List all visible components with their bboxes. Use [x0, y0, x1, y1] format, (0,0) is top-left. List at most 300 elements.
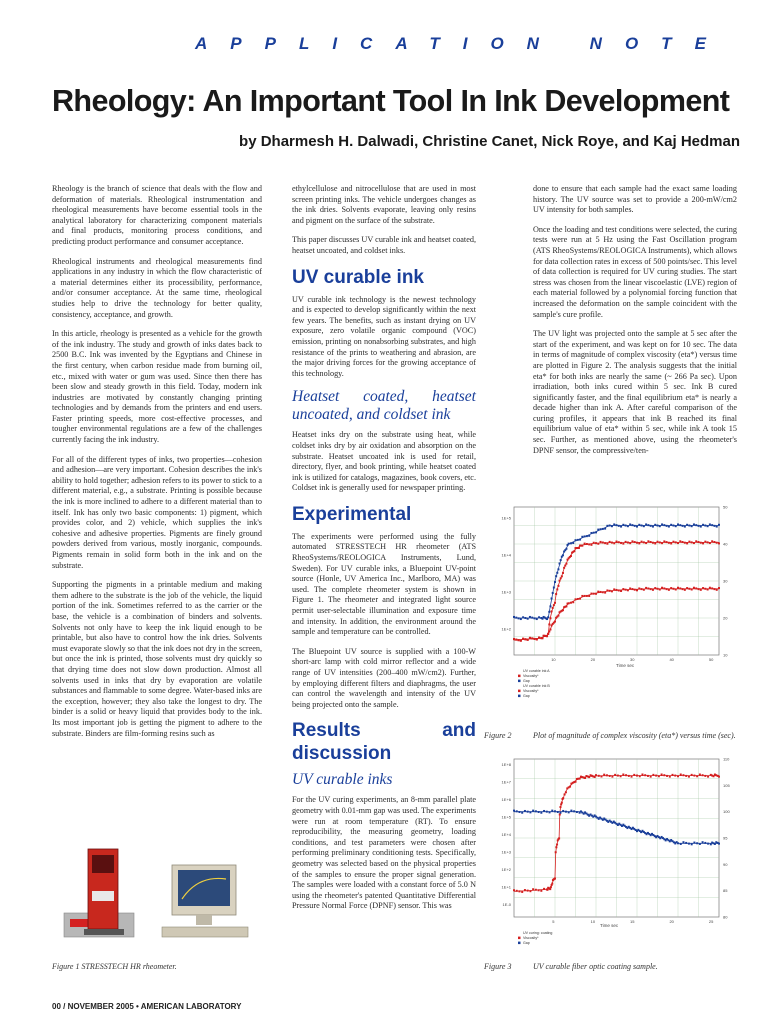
data-point: [636, 542, 638, 544]
data-point: [691, 588, 693, 590]
data-point: [685, 775, 687, 777]
data-point: [659, 588, 661, 590]
data-point: [679, 524, 681, 526]
x-tick-label: 40: [669, 657, 674, 662]
data-point: [538, 811, 540, 813]
data-point: [568, 543, 570, 545]
data-point: [668, 589, 670, 591]
data-point: [666, 588, 668, 590]
data-point: [704, 541, 706, 543]
data-point: [714, 843, 716, 845]
data-point: [551, 810, 553, 812]
data-point: [699, 843, 701, 845]
legend-entry: Viscosity*: [523, 936, 539, 940]
data-point: [695, 524, 697, 526]
paragraph: The experiments were performed using the fully automated STRESSTECH HR rheometer (ATS RheoSystems/REOLOGICA Instruments, Lund, Sweden). For UV curable inks, a Bluepoint UV-point source (Honle, UV America Inc., Marlboro, MA) was used. The complete rheometer system is shown in Figure 1. The rheometer and integrated light source permit user-selectable illumination and exposure time and intensity. In addition, the environment around the sample and temperature can be controlled.: [292, 531, 476, 637]
data-point: [704, 842, 706, 844]
data-point: [590, 593, 592, 595]
data-point: [541, 618, 543, 620]
data-point: [702, 524, 704, 526]
data-point: [682, 588, 684, 590]
data-point: [579, 778, 581, 780]
data-point: [559, 806, 561, 808]
data-point: [693, 542, 695, 544]
data-point: [575, 781, 577, 783]
data-point: [540, 812, 542, 814]
x-axis-label: Time sec: [600, 923, 619, 928]
subsection-heading-uv-curable-inks: UV curable inks: [292, 771, 393, 789]
data-point: [564, 565, 566, 567]
data-point: [625, 589, 627, 591]
data-point: [711, 540, 713, 542]
data-point: [565, 548, 567, 550]
data-point: [576, 811, 578, 813]
y2-tick-label: 80: [723, 914, 728, 920]
data-point: [631, 588, 633, 590]
data-point: [713, 541, 715, 543]
data-point: [659, 525, 661, 527]
data-point: [606, 543, 608, 545]
data-point: [663, 540, 665, 542]
data-point: [581, 545, 583, 547]
data-point: [654, 587, 656, 589]
data-point: [668, 542, 670, 544]
data-point: [609, 775, 611, 777]
data-point: [647, 540, 649, 542]
data-point: [572, 542, 574, 544]
data-point: [559, 814, 561, 816]
y-tick-label: 1E+4: [501, 552, 511, 558]
data-point: [554, 810, 556, 812]
data-point: [524, 638, 526, 640]
y-tick-label: 1E+7: [501, 779, 511, 785]
data-point: [600, 528, 602, 530]
data-point: [625, 774, 627, 776]
y-tick-label: 1E+5: [501, 515, 511, 521]
data-point: [693, 842, 695, 844]
y-tick-label: 1E+3: [501, 589, 511, 595]
data-point: [518, 811, 520, 813]
data-point: [555, 851, 557, 853]
y-tick-label: 1E+3: [501, 849, 511, 855]
data-point: [693, 587, 695, 589]
data-point: [556, 588, 558, 590]
legend-swatch: [518, 942, 521, 945]
data-point: [577, 598, 579, 600]
data-point: [633, 774, 635, 776]
data-point: [641, 588, 643, 590]
data-point: [562, 554, 564, 556]
data-point: [636, 526, 638, 528]
data-point: [658, 775, 660, 777]
data-point: [551, 883, 553, 885]
data-point: [677, 587, 679, 589]
y-tick-label: 1E+1: [501, 884, 511, 890]
paragraph: Heatset inks dry on the substrate using heat, while coldset inks dry by air oxidation and absorption on the substrate. Heatset uncoated ink is used for retail, directory, flyer, and book printing, while heatset coated ink is utilized for catalogs, magazines, book covers, etc. Coldset ink is generally used for newspaper printing.: [292, 430, 476, 493]
figure-3-caption: UV curable fiber optic coating sample.: [533, 962, 658, 971]
data-point: [568, 602, 570, 604]
data-point: [707, 541, 709, 543]
y2-tick-label: 85: [723, 888, 728, 894]
y-tick-label: 1E+5: [501, 814, 511, 820]
data-point: [691, 774, 693, 776]
data-point: [654, 542, 656, 544]
data-point: [536, 618, 538, 620]
data-point: [702, 542, 704, 544]
data-point: [521, 891, 523, 893]
data-point: [559, 563, 561, 565]
data-point: [604, 528, 606, 530]
data-point: [641, 541, 643, 543]
data-point: [555, 575, 557, 577]
data-point: [550, 886, 552, 888]
data-point: [716, 542, 718, 544]
data-point: [595, 542, 597, 544]
data-point: [529, 811, 531, 813]
figure-1-caption: Figure 1 STRESSTECH HR rheometer.: [52, 962, 177, 971]
data-point: [606, 589, 608, 591]
x-tick-label: 10: [590, 919, 596, 924]
data-point: [572, 601, 574, 603]
data-point: [622, 588, 624, 590]
data-point: [600, 591, 602, 593]
data-point: [666, 525, 668, 527]
data-point: [688, 588, 690, 590]
data-point: [718, 542, 720, 544]
data-point: [555, 593, 557, 595]
data-point: [600, 541, 602, 543]
data-point: [616, 524, 618, 526]
data-point: [593, 532, 595, 534]
figure-3-label: Figure 3: [484, 962, 512, 971]
figure-3-chart: [484, 757, 744, 957]
data-point: [695, 540, 697, 542]
x-tick-label: 50: [708, 657, 714, 662]
data-point: [588, 543, 590, 545]
data-point: [535, 889, 537, 891]
data-point: [536, 638, 538, 640]
paragraph: For all of the different types of inks, two properties—cohesion and adhesion—are very important. Cohesion describes the ink's ability to hold together; adhesion refers to its power to stick to a different material, e.g., a substrate. Printing is possible because the ink is more inclined to adhere to a different material than to itself. Ink has only two basic components: 1) pigment, which provides color, and 2) vehicle, which supplies the ink's cohesive and adhesive properties. Pigments are finely ground powders derived from various, mostly inorganic, compounds. Pigments remain in solid form both in the ink and on the substrate.: [52, 454, 262, 570]
legend-entry: UV curable ink A: [523, 669, 550, 673]
data-point: [564, 793, 566, 795]
y-tick-label: 1E+2: [501, 867, 511, 873]
data-point: [666, 541, 668, 543]
data-point: [549, 888, 551, 890]
data-point: [554, 602, 556, 604]
data-point: [578, 547, 580, 549]
data-point: [513, 638, 515, 640]
data-point: [554, 878, 556, 880]
paragraph: Rheological instruments and rheological measurements find applications in any industry in which the flow characteristic of a material determines either its processibility, performance, and/or consumer acceptance. At the same time, rheological studies help to drive the technology for better quality, consistency, acceptance, and growth.: [52, 256, 262, 319]
data-point: [565, 605, 567, 607]
data-point: [527, 890, 529, 892]
data-point: [595, 531, 597, 533]
legend-entry: Gap: [523, 941, 530, 945]
data-point: [595, 774, 597, 776]
data-point: [529, 616, 531, 618]
data-point: [556, 572, 558, 574]
data-point: [691, 525, 693, 527]
data-point: [686, 542, 688, 544]
data-point: [643, 589, 645, 591]
data-point: [515, 617, 517, 619]
data-point: [652, 526, 654, 528]
paragraph: ethylcellulose and nitrocellulose that are used in most screen printing inks. The vehicle undergoes changes as the ink dries. Solvents evaporate, leaving only resins and pigment on the surface of the substrate.: [292, 184, 476, 225]
data-point: [570, 810, 572, 812]
data-point: [561, 802, 563, 804]
data-point: [670, 524, 672, 526]
data-point: [597, 591, 599, 593]
data-point: [647, 524, 649, 526]
data-point: [616, 541, 618, 543]
column-2: [292, 184, 476, 921]
data-point: [693, 523, 695, 525]
paragraph: The UV light was projected onto the sample at 5 sec after the start of the experiment, and was kept on for 10 sec. The data in terms of magnitude of complex viscosity (eta*) versus time are plotted in Figure 2. The analysis suggests that the initial eta* for both inks are nearly the same (~ 266 Pa sec). Upon irradiation, both inks cured within 5 sec. Ink B cured significantly faster, and the final equilibrium eta* is nearly a decade higher than ink A. After careful comparison of the curing profiles, it appears that ink B reached its final equilibrium value of eta* within 5 sec, while ink A took 15 sec. Further, as mentioned above, using the rheometer's DPNF sensor, the compressive/ten-: [533, 329, 737, 455]
data-point: [527, 618, 529, 620]
data-point: [657, 588, 659, 590]
data-point: [565, 811, 567, 813]
data-point: [652, 774, 654, 776]
data-point: [638, 542, 640, 544]
data-point: [620, 590, 622, 592]
data-point: [546, 618, 548, 620]
data-point: [543, 888, 545, 890]
data-point: [562, 797, 564, 799]
column-3: [533, 184, 737, 465]
data-point: [704, 588, 706, 590]
data-point: [675, 541, 677, 543]
data-point: [647, 775, 649, 777]
rheometer-photo: [52, 835, 262, 953]
data-point: [634, 541, 636, 543]
data-point: [560, 577, 562, 579]
data-point: [584, 595, 586, 597]
data-point: [718, 776, 720, 778]
data-point: [609, 590, 611, 592]
data-point: [546, 811, 548, 813]
data-point: [588, 595, 590, 597]
data-point: [718, 524, 720, 526]
figure-2-caption: Plot of magnitude of complex viscosity (eta*) versus time (sec).: [533, 731, 736, 740]
data-point: [618, 589, 620, 591]
data-point: [543, 810, 545, 812]
data-point: [688, 541, 690, 543]
data-point: [677, 775, 679, 777]
data-point: [669, 776, 671, 778]
data-point: [604, 542, 606, 544]
data-point: [710, 843, 712, 845]
data-point: [672, 588, 674, 590]
y2-tick-label: 110: [723, 757, 730, 762]
data-point: [541, 637, 543, 639]
data-point: [609, 525, 611, 527]
data-point: [641, 525, 643, 527]
data-point: [540, 890, 542, 892]
data-point: [559, 812, 561, 814]
data-point: [597, 543, 599, 545]
data-point: [627, 542, 629, 544]
legend-swatch: [518, 937, 521, 940]
data-point: [707, 776, 709, 778]
paragraph: In this article, rheology is presented as a vehicle for the growth of the ink industry. The study and growth of inks dates back to 2500 B.C. Ink was invented by the Egyptians and Chinese in the first century, when carbon residue made from burning oil, etc., mixed with water or gum was used. Since then there has been slow and steady growth in this field. Today, modern ink industries are motivated by constantly changing printing technologies and by demands from the printers and end users. Faster printing speeds, more cost-effective processes, and tougher environmental regulations are a few of the challenges currently facing the ink industry.: [52, 329, 262, 445]
data-point: [595, 593, 597, 595]
data-point: [711, 587, 713, 589]
data-point: [554, 581, 556, 583]
data-point: [547, 616, 549, 618]
data-point: [713, 525, 715, 527]
data-point: [682, 841, 684, 843]
data-point: [650, 525, 652, 527]
data-point: [524, 810, 526, 812]
legend-swatch: [518, 695, 521, 698]
data-point: [702, 774, 704, 776]
data-point: [522, 638, 524, 640]
paragraph: The Bluepoint UV source is supplied with a 100-W short-arc lamp with cold mirror reflector and a wide range of UV intensities (200–400 mW/cm2). Further, by employing different filters and diaphragms, the user can control the wavelength and intensity of the UV being projected onto the sample.: [292, 646, 476, 709]
page-footer: 00 / NOVEMBER 2005 • AMERICAN LABORATORY: [52, 1002, 242, 1011]
data-point: [521, 812, 523, 814]
data-point: [627, 525, 629, 527]
data-point: [535, 810, 537, 812]
data-point: [532, 810, 534, 812]
data-point: [622, 524, 624, 526]
legend-swatch: [518, 675, 521, 678]
data-point: [569, 786, 571, 788]
data-point: [654, 524, 656, 526]
legend-entry: UV curing: coating: [523, 931, 553, 935]
data-point: [618, 541, 620, 543]
y2-tick-label: 100: [723, 809, 730, 815]
data-point: [636, 589, 638, 591]
data-point: [636, 775, 638, 777]
data-point: [675, 525, 677, 527]
data-point: [560, 803, 562, 805]
paragraph: done to ensure that each sample had the exact same loading history. The UV source was set to provide a 200-mW/cm2 UV intensity for both samples.: [533, 184, 737, 215]
data-point: [611, 542, 613, 544]
data-point: [527, 811, 529, 813]
data-point: [650, 541, 652, 543]
data-point: [620, 542, 622, 544]
data-point: [604, 592, 606, 594]
data-point: [598, 775, 600, 777]
data-point: [579, 539, 581, 541]
section-heading-results: Results and discussion: [292, 720, 476, 765]
figure-2-chart: [484, 505, 744, 725]
data-point: [645, 523, 647, 525]
data-point: [629, 542, 631, 544]
data-point: [682, 541, 684, 543]
data-point: [661, 523, 663, 525]
data-point: [557, 568, 559, 570]
data-point: [713, 588, 715, 590]
data-point: [603, 774, 605, 776]
data-point: [538, 889, 540, 891]
section-heading-heatset: Heatset coated, heatset uncoated, and coldset ink: [292, 388, 476, 424]
data-point: [711, 524, 713, 526]
data-point: [685, 842, 687, 844]
data-point: [670, 587, 672, 589]
data-point: [622, 543, 624, 545]
section-heading-experimental: Experimental: [292, 503, 412, 525]
data-point: [691, 843, 693, 845]
data-point: [584, 777, 586, 779]
data-point: [613, 523, 615, 525]
data-point: [557, 811, 559, 813]
data-point: [709, 542, 711, 544]
data-point: [570, 602, 572, 604]
y2-tick-label: 90: [723, 861, 728, 867]
data-point: [716, 589, 718, 591]
data-point: [538, 616, 540, 618]
data-point: [675, 588, 677, 590]
data-point: [556, 844, 558, 846]
data-point: [680, 774, 682, 776]
data-point: [631, 540, 633, 542]
data-point: [661, 587, 663, 589]
data-point: [672, 541, 674, 543]
data-point: [618, 525, 620, 527]
data-point: [524, 889, 526, 891]
x-tick-label: 25: [708, 919, 714, 924]
data-point: [691, 541, 693, 543]
data-point: [518, 617, 520, 619]
data-point: [522, 616, 524, 618]
data-point: [709, 587, 711, 589]
data-point: [650, 776, 652, 778]
data-point: [634, 525, 636, 527]
data-point: [561, 575, 563, 577]
data-point: [645, 542, 647, 544]
author-byline: by Dharmesh H. Dalwadi, Christine Canet, Nick Roye, and Kaj Hedman: [239, 133, 740, 150]
data-point: [581, 536, 583, 538]
data-point: [538, 637, 540, 639]
data-point: [644, 774, 646, 776]
data-point: [513, 889, 515, 891]
data-point: [704, 775, 706, 777]
data-point: [581, 595, 583, 597]
data-point: [657, 525, 659, 527]
data-point: [686, 524, 688, 526]
data-point: [709, 523, 711, 525]
data-point: [643, 525, 645, 527]
data-point: [661, 774, 663, 776]
data-point: [548, 630, 550, 632]
data-point: [611, 525, 613, 527]
data-point: [562, 572, 564, 574]
data-point: [553, 587, 555, 589]
figure-2-label: Figure 2: [484, 731, 512, 740]
data-point: [688, 843, 690, 845]
data-point: [679, 587, 681, 589]
data-point: [647, 588, 649, 590]
page-title: Rheology: An Important Tool In Ink Development: [52, 84, 730, 118]
data-point: [562, 810, 564, 812]
data-point: [625, 525, 627, 527]
y2-tick-label: 50: [723, 505, 728, 510]
data-point: [620, 526, 622, 528]
data-point: [518, 890, 520, 892]
data-point: [549, 628, 551, 630]
data-point: [570, 542, 572, 544]
data-point: [606, 774, 608, 776]
data-point: [707, 588, 709, 590]
data-point: [684, 526, 686, 528]
data-point: [617, 775, 619, 777]
y2-tick-label: 105: [723, 782, 730, 788]
data-point: [693, 775, 695, 777]
data-point: [682, 525, 684, 527]
data-point: [699, 774, 701, 776]
data-point: [716, 526, 718, 528]
